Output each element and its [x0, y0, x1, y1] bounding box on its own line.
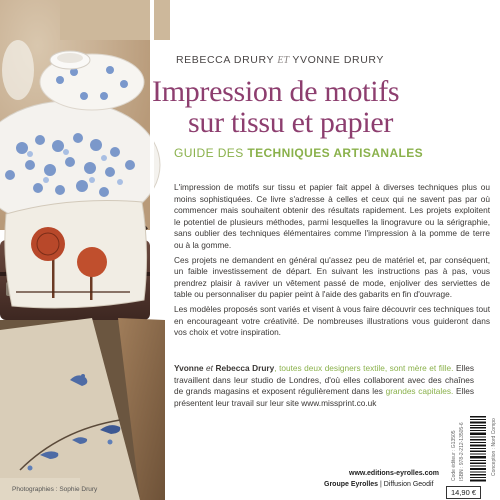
bio-name-yvonne: Yvonne	[174, 363, 204, 373]
photo-credit: Photographies : Sophie Drury	[12, 486, 98, 493]
authors-line	[176, 54, 384, 66]
description	[174, 182, 490, 342]
appliqued-cushion	[5, 201, 147, 309]
subtitle	[174, 146, 423, 160]
bio-separator: et	[206, 363, 213, 373]
bio-website[interactable]: www.missprint.co.uk	[301, 397, 377, 408]
bio-name-rebecca: Rebecca Drury	[215, 363, 275, 373]
table-runner	[0, 318, 165, 500]
description-paragraph-2: Ces projets ne demandent en général qu'assez peu de matériel et, par conséquent, un faible investissement de départ. En suivant les instructions pas à pas, vous prendrez plaisir à raviver un vêtement passé de mode, enjoliver des serviettes de table ou personnaliser du papier peint à l'aide des gabarits en fin d'ouvrage.	[174, 254, 490, 300]
design-credit: Conception : Nord Compo	[491, 418, 497, 476]
publisher-line	[324, 481, 433, 488]
description-paragraph-1: L'impression de motifs sur tissu et papier fait appel à diverses techniques plus ou moins sophistiquées. Ce livre s'adresse à celles et ceux qui ne savent pas par où commencer mais souhaitent obtenir des résultats rapidement. Les projets exploitent le potentiel de plusieurs méthodes, parmi lesquelles la linogravure ou la sérigraphie, sans oublier des techniques élémentaires comme l'impression à la pomme de terre ou à la gomme.	[174, 182, 490, 250]
publisher-website[interactable]: www.editions-eyrolles.com	[349, 470, 439, 477]
bio-text-2: Elles travaillent dans leur studio de Londres, d'où elles collaborent avec des chaînes de grands magasins et exposent régulièrement dans les	[174, 363, 474, 397]
bio-highlight-1: , toutes deux designers textile, sont mère et fille.	[274, 363, 454, 373]
isbn-number: ISBN : 978-2-212-13505-6	[459, 422, 465, 481]
subtitle-plain: GUIDE DES	[174, 146, 244, 160]
publisher-code: Code éditeur : G13505	[451, 430, 457, 481]
author-rebecca: REBECCA DRURY	[176, 54, 274, 66]
author-bio	[174, 363, 474, 409]
author-separator: ET	[277, 55, 290, 66]
distributor: | Diffusion Geodif	[378, 481, 434, 488]
title-line-2: sur tissu et papier	[188, 106, 394, 139]
description-paragraph-3: Les modèles proposés sont variés et visent à vous faire découvrir ces techniques tout en encourageant votre créativité. De nombreuses illustrations vous guideront dans vos choix et votre inspiration.	[174, 303, 490, 338]
publisher-name: Groupe Eyrolles	[324, 481, 379, 488]
title-line-1: Impression de motifs	[152, 75, 400, 108]
price-box: 14,90 €	[446, 486, 481, 499]
barcode	[470, 416, 486, 482]
subtitle-bold: TECHNIQUES ARTISANALES	[247, 146, 424, 160]
bio-text-3: Elles présentent leur travail sur leur site	[174, 386, 475, 408]
bio-highlight-2: grandes capitales.	[385, 386, 454, 397]
author-yvonne: YVONNE DRURY	[292, 54, 384, 66]
